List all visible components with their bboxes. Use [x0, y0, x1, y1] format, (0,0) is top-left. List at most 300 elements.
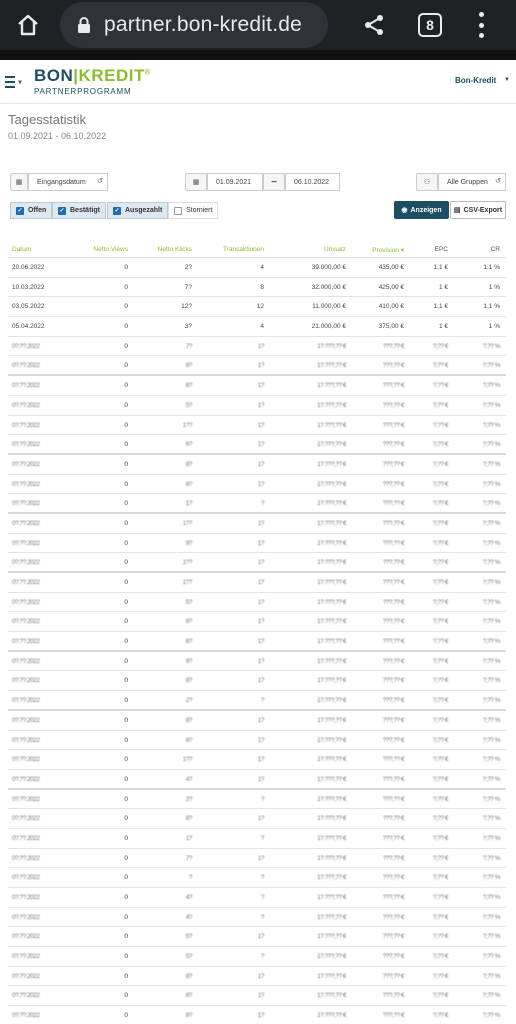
cell-prov: ???,?? €: [382, 460, 404, 468]
cell-epc: ?,?? €: [432, 834, 448, 842]
cell-views: 0: [124, 894, 128, 901]
table-header: [8, 242, 506, 258]
cell-views: 0: [124, 697, 128, 705]
select-arrows-icon: ↺: [97, 178, 103, 185]
cell-epc: 1,1 €: [433, 303, 448, 311]
cell-klicks: 8?: [185, 972, 192, 980]
cell-trans: 1?: [257, 1012, 264, 1020]
cell-trans: 1?: [257, 598, 264, 606]
cell-klicks: 1??: [182, 519, 192, 527]
table-row: [8, 317, 506, 337]
cell-epc: ?,?? €: [432, 854, 448, 862]
table-row: [8, 652, 506, 672]
cell-trans: ?: [260, 500, 264, 508]
select-arrows-icon: ↺: [495, 178, 501, 185]
cell-date: 0?.??.2022: [12, 598, 40, 606]
status-bestaetigt-checkbox[interactable]: ✓ Bestätigt: [52, 202, 106, 219]
date-to-input[interactable]: 06.10.2022: [285, 173, 340, 191]
cell-cr: 1 %: [488, 323, 500, 331]
cell-trans: 12: [256, 303, 264, 311]
cell-umsatz: 1?.???,?? €: [317, 342, 346, 350]
cell-umsatz: 1?.???,?? €: [317, 598, 346, 606]
cell-prov: ???,?? €: [382, 480, 404, 488]
cell-klicks: 5?: [185, 953, 192, 961]
cell-prov: ???,?? €: [382, 500, 404, 508]
cell-klicks: 8?: [185, 1012, 192, 1020]
cell-epc: ?,?? €: [432, 736, 448, 744]
cell-prov: ???,?? €: [382, 362, 404, 370]
date-from-input[interactable]: 01.09.2021: [207, 173, 263, 191]
cell-date: 0?.??.2022: [12, 992, 40, 1000]
cell-umsatz: 1?.???,?? €: [317, 697, 346, 705]
cell-views: 0: [124, 303, 128, 311]
group-select[interactable]: Alle Gruppen: [438, 173, 506, 191]
cell-cr: ?,?? %: [482, 756, 500, 764]
table-row: [8, 356, 506, 376]
table-row: [8, 337, 506, 357]
cell-cr: 1,1 %: [483, 264, 500, 271]
table-row: [8, 691, 506, 711]
cell-klicks: 3?: [184, 323, 192, 331]
table-row: [8, 573, 506, 593]
cell-trans: ?: [260, 795, 264, 803]
column-header-cr[interactable]: CR: [490, 246, 500, 253]
cell-views: 0: [124, 736, 128, 744]
cell-epc: ?,?? €: [432, 598, 448, 606]
cell-date: 0?.??.2022: [12, 421, 40, 429]
cell-klicks: 9?: [185, 539, 192, 547]
cell-cr: ?,?? %: [482, 697, 500, 705]
cell-prov: ???,?? €: [382, 657, 404, 665]
cell-cr: ?,?? %: [482, 1012, 500, 1020]
table-row: [8, 475, 506, 495]
cell-cr: ?,?? %: [482, 775, 500, 783]
table-row: [8, 986, 506, 1006]
cell-date: 0?.??.2022: [12, 894, 40, 901]
cell-views: 0: [124, 756, 128, 764]
cell-epc: ?,?? €: [432, 618, 448, 626]
cell-trans: 1?: [257, 539, 264, 547]
cell-klicks: 9?: [185, 657, 192, 665]
cell-umsatz: 1?.???,?? €: [317, 815, 346, 823]
cell-date: 0?.??.2022: [12, 401, 40, 409]
table-row: [8, 731, 506, 751]
cell-date: 0?.??.2022: [12, 677, 40, 685]
cell-klicks: 4?: [185, 775, 192, 783]
cell-cr: ?,?? %: [482, 736, 500, 744]
cell-cr: ?,?? %: [482, 598, 500, 606]
cell-trans: ?: [260, 874, 264, 882]
cell-umsatz: 1?.???,?? €: [317, 716, 346, 724]
table-row: [8, 258, 506, 278]
cell-prov: ???,?? €: [382, 539, 404, 547]
cell-klicks: 8?: [185, 716, 192, 724]
cell-klicks: 1??: [182, 421, 192, 429]
cell-date: 0?.??.2022: [12, 362, 40, 370]
checkbox-checked-icon: ✓: [17, 208, 23, 214]
cell-prov: ???,?? €: [382, 854, 404, 862]
file-icon: ▤: [453, 207, 461, 214]
show-button[interactable]: ◉ Anzeigen: [394, 201, 449, 219]
table-row: [8, 750, 506, 770]
cell-cr: ?,?? %: [482, 834, 500, 842]
status-offen-checkbox[interactable]: ✓ Offen: [10, 202, 52, 219]
cell-views: 0: [124, 775, 128, 783]
cell-views: 0: [124, 382, 128, 390]
cell-epc: ?,?? €: [432, 894, 448, 901]
cell-trans: 1?: [257, 972, 264, 980]
home-icon[interactable]: [16, 13, 40, 37]
column-header-datum[interactable]: Datum: [12, 246, 32, 253]
cell-prov: ???,?? €: [382, 992, 404, 1000]
chevron-down-icon: ▼: [17, 80, 23, 86]
cell-cr: ?,?? %: [482, 854, 500, 862]
cell-cr: ?,?? %: [482, 795, 500, 803]
cell-umsatz: 21.000,00 €: [311, 323, 346, 331]
cell-views: 0: [124, 421, 128, 429]
cell-umsatz: 1?.???,?? €: [317, 736, 346, 744]
table-row: [8, 868, 506, 888]
cell-date: 0?.??.2022: [12, 815, 40, 823]
cell-cr: 1 %: [488, 283, 500, 291]
date-type-select[interactable]: Eingangsdatum: [28, 173, 108, 191]
cell-views: 0: [124, 539, 128, 547]
cell-klicks: 5?: [185, 401, 192, 409]
column-header-klicks[interactable]: Netto Klicks: [157, 246, 192, 253]
cell-klicks: 5?: [185, 598, 192, 606]
cell-epc: ?,?? €: [432, 638, 448, 646]
table-row: [8, 514, 506, 534]
cell-date: 03.05.2022: [12, 303, 45, 311]
column-header-transaktionen[interactable]: Transaktionen: [223, 246, 264, 253]
cell-trans: ?: [260, 953, 264, 961]
cell-umsatz: 1?.???,?? €: [317, 421, 346, 429]
calendar-icon[interactable]: ▦: [185, 173, 207, 191]
table-row: [8, 947, 506, 967]
cell-klicks: 8?: [185, 815, 192, 823]
cell-date: 0?.??.2022: [12, 559, 40, 567]
cell-epc: ?,?? €: [432, 460, 448, 468]
cell-cr: ?,?? %: [482, 519, 500, 527]
cell-umsatz: 1?.???,?? €: [317, 677, 346, 685]
cell-views: 0: [124, 972, 128, 980]
cell-klicks: 12?: [181, 303, 192, 311]
cell-umsatz: 1?.???,?? €: [317, 972, 346, 980]
column-header-epc[interactable]: EPC: [434, 246, 448, 253]
share-icon[interactable]: [362, 13, 386, 37]
cell-views: 0: [124, 283, 128, 291]
cell-date: 0?.??.2022: [12, 953, 40, 961]
cell-epc: 1 €: [438, 283, 448, 291]
cell-epc: 1 €: [438, 323, 448, 331]
cell-prov: ???,?? €: [382, 421, 404, 429]
cell-trans: 1?: [257, 618, 264, 626]
cell-trans: 1?: [257, 362, 264, 370]
calendar-icon[interactable]: ▦: [10, 173, 28, 191]
date-range-label: 01.09.2021 - 06.10.2022: [8, 131, 107, 141]
cell-umsatz: 1?.???,?? €: [317, 519, 346, 527]
cell-views: 0: [124, 992, 128, 1000]
cell-epc: ?,?? €: [432, 657, 448, 665]
cell-trans: 1?: [257, 460, 264, 468]
table-row: [8, 711, 506, 731]
cell-epc: ?,?? €: [432, 775, 448, 783]
checkbox-checked-icon: ✓: [114, 208, 120, 214]
cell-prov: 435,00 €: [378, 264, 404, 271]
cell-cr: ?,?? %: [482, 913, 500, 921]
table-row: [8, 416, 506, 436]
cell-cr: ?,?? %: [482, 579, 500, 586]
cell-epc: ?,?? €: [432, 913, 448, 921]
cell-trans: 1?: [257, 992, 264, 1000]
cell-views: 0: [124, 480, 128, 488]
cell-prov: ???,?? €: [382, 815, 404, 823]
cell-views: 0: [124, 716, 128, 724]
cell-prov: 410,00 €: [378, 303, 404, 311]
cell-klicks: 8?: [185, 460, 192, 468]
cell-epc: ?,?? €: [432, 697, 448, 705]
cell-cr: 1,1 %: [483, 303, 500, 311]
address-bar[interactable]: [60, 2, 328, 48]
cell-klicks: 7?: [185, 854, 192, 862]
cell-trans: 4: [260, 264, 264, 271]
cell-views: 0: [124, 579, 128, 586]
cell-cr: ?,?? %: [482, 362, 500, 370]
cell-date: 0?.??.2022: [12, 579, 40, 586]
cell-trans: ?: [260, 834, 264, 842]
table-row: [8, 278, 506, 298]
cell-umsatz: 1?.???,?? €: [317, 795, 346, 803]
cell-cr: ?,?? %: [482, 618, 500, 626]
cell-cr: ?,?? %: [482, 894, 500, 901]
cell-trans: 1?: [257, 480, 264, 488]
cell-umsatz: 1?.???,?? €: [317, 894, 346, 901]
cell-epc: ?,?? €: [432, 519, 448, 527]
cell-prov: ???,?? €: [382, 716, 404, 724]
cell-views: 0: [124, 618, 128, 626]
table-row: [8, 534, 506, 554]
cell-klicks: 8?: [185, 362, 192, 370]
cell-prov: ???,?? €: [382, 775, 404, 783]
toolbar-shadow: [0, 50, 516, 60]
more-vert-icon[interactable]: [478, 12, 484, 38]
cell-klicks: 8?: [185, 992, 192, 1000]
cell-prov: ???,?? €: [382, 894, 404, 901]
cell-views: 0: [124, 441, 128, 449]
cell-trans: 1?: [257, 638, 264, 646]
status-ausgezahlt-checkbox[interactable]: ✓ Ausgezahlt: [107, 202, 168, 219]
cell-umsatz: 32.000,00 €: [311, 283, 346, 291]
cell-cr: ?,?? %: [482, 815, 500, 823]
table-row: [8, 888, 506, 908]
cell-umsatz: 1?.???,?? €: [317, 480, 346, 488]
cell-epc: ?,?? €: [432, 756, 448, 764]
cell-epc: ?,?? €: [432, 716, 448, 724]
cell-date: 0?.??.2022: [12, 972, 40, 980]
table-body: [8, 258, 506, 1024]
cell-umsatz: 1?.???,?? €: [317, 992, 346, 1000]
table-row: [8, 829, 506, 849]
cell-umsatz: 1?.???,?? €: [317, 638, 346, 646]
page-title: Tagesstatistik: [8, 112, 87, 127]
table-row: [8, 593, 506, 613]
cell-date: 0?.??.2022: [12, 480, 40, 488]
cell-date: 0?.??.2022: [12, 795, 40, 803]
cell-trans: 1?: [257, 342, 264, 350]
cell-umsatz: 1?.???,?? €: [317, 382, 346, 390]
cell-trans: 4: [260, 323, 264, 331]
cell-prov: ???,?? €: [382, 834, 404, 842]
cell-klicks: 8?: [185, 382, 192, 390]
table-row: [8, 770, 506, 790]
cell-prov: 375,00 €: [378, 323, 404, 331]
cell-trans: 1?: [257, 854, 264, 862]
cell-klicks: 2?: [185, 697, 192, 705]
cell-views: 0: [124, 264, 128, 271]
cell-klicks: 6?: [185, 441, 192, 449]
cell-date: 0?.??.2022: [12, 834, 40, 842]
tab-switcher-button[interactable]: 8: [418, 13, 442, 37]
cell-trans: 1?: [257, 382, 264, 390]
cell-prov: ???,?? €: [382, 953, 404, 961]
cell-date: 0?.??.2022: [12, 933, 40, 941]
column-header-umsatz[interactable]: Umsatz: [323, 246, 346, 253]
cell-trans: 1?: [257, 441, 264, 449]
cell-date: 10.03.2022: [12, 283, 45, 291]
cell-umsatz: 1?.???,?? €: [317, 874, 346, 882]
range-dash: −: [263, 173, 285, 191]
cell-date: 0?.??.2022: [12, 913, 40, 921]
cell-prov: 425,00 €: [378, 283, 404, 291]
cell-prov: ???,?? €: [382, 795, 404, 803]
cell-epc: ?,?? €: [432, 559, 448, 567]
cell-trans: 8: [260, 283, 264, 291]
cell-views: 0: [124, 815, 128, 823]
cell-trans: 1?: [257, 421, 264, 429]
cell-cr: ?,?? %: [482, 382, 500, 390]
cell-date: 05.04.2022: [12, 323, 45, 331]
cell-date: 0?.??.2022: [12, 638, 40, 646]
cell-trans: 1?: [257, 716, 264, 724]
cell-klicks: 8?: [185, 638, 192, 646]
cell-epc: ?,?? €: [432, 362, 448, 370]
cell-umsatz: 1?.???,?? €: [317, 401, 346, 409]
cell-date: 0?.??.2022: [12, 618, 40, 626]
cell-prov: ???,?? €: [382, 874, 404, 882]
cell-cr: ?,?? %: [482, 539, 500, 547]
cell-views: 0: [124, 834, 128, 842]
cell-trans: 1?: [257, 815, 264, 823]
cell-trans: ?: [260, 894, 264, 901]
cell-epc: ?,?? €: [432, 401, 448, 409]
table-row: [8, 553, 506, 573]
cell-date: 0?.??.2022: [12, 1012, 40, 1020]
cell-views: 0: [124, 795, 128, 803]
cell-trans: ?: [260, 913, 264, 921]
cell-cr: ?,?? %: [482, 657, 500, 665]
cell-umsatz: 1?.???,?? €: [317, 854, 346, 862]
cell-epc: ?,?? €: [432, 421, 448, 429]
cell-trans: 1?: [257, 519, 264, 527]
cell-trans: 1?: [257, 559, 264, 567]
cell-date: 20.06.2022: [12, 264, 45, 271]
account-menu[interactable]: Bon-Kredit: [455, 76, 497, 85]
cell-umsatz: 1?.???,?? €: [317, 539, 346, 547]
cell-klicks: 1?: [185, 834, 192, 842]
cell-trans: 1?: [257, 579, 264, 586]
column-header-provision[interactable]: Provision ▾: [372, 247, 404, 254]
cell-views: 0: [124, 598, 128, 606]
table-row: [8, 297, 506, 317]
cell-klicks: 5?: [185, 933, 192, 941]
cell-cr: ?,?? %: [482, 500, 500, 508]
cell-umsatz: 1?.???,?? €: [317, 460, 346, 468]
cell-klicks: ?: [188, 874, 192, 882]
cell-prov: ???,?? €: [382, 697, 404, 705]
cell-date: 0?.??.2022: [12, 500, 40, 508]
logo[interactable]: BON|KREDIT® PARTNERPROGRAMM: [34, 66, 151, 96]
checkbox-checked-icon: ✓: [59, 208, 65, 214]
cell-prov: ???,?? €: [382, 559, 404, 567]
cell-prov: ???,?? €: [382, 618, 404, 626]
url-text: partner.bon-kredit.de: [104, 13, 302, 36]
cell-umsatz: 39.000,00 €: [311, 264, 346, 271]
cell-umsatz: 1?.???,?? €: [317, 618, 346, 626]
cell-cr: ?,?? %: [482, 874, 500, 882]
cell-cr: ?,?? %: [482, 677, 500, 685]
browser-toolbar: [0, 0, 516, 50]
table-row: [8, 612, 506, 632]
cell-umsatz: 1?.???,?? €: [317, 933, 346, 941]
cell-umsatz: 1?.???,?? €: [317, 775, 346, 783]
column-header-views[interactable]: Netto Views: [93, 246, 128, 253]
cell-umsatz: 1?.???,?? €: [317, 913, 346, 921]
cell-umsatz: 1?.???,?? €: [317, 834, 346, 842]
cell-cr: ?,?? %: [482, 638, 500, 646]
cell-prov: ???,?? €: [382, 382, 404, 390]
cell-klicks: 1??: [182, 559, 192, 567]
cell-epc: ?,?? €: [432, 795, 448, 803]
cell-trans: ?: [260, 697, 264, 705]
cell-klicks: 7?: [184, 283, 192, 291]
cell-epc: ?,?? €: [432, 441, 448, 449]
eye-icon: ◉: [401, 207, 408, 214]
table-row: [8, 927, 506, 947]
cell-trans: 1?: [257, 401, 264, 409]
cell-epc: ?,?? €: [432, 953, 448, 961]
cell-cr: ?,?? %: [482, 933, 500, 941]
cell-date: 0?.??.2022: [12, 460, 40, 468]
cell-date: 0?.??.2022: [12, 697, 40, 705]
csv-export-button[interactable]: ▤ CSV-Export: [450, 201, 506, 219]
cell-epc: ?,?? €: [432, 874, 448, 882]
cell-epc: ?,?? €: [432, 539, 448, 547]
cell-epc: ?,?? €: [432, 677, 448, 685]
cell-umsatz: 11.000,00 €: [312, 303, 346, 311]
cell-date: 0?.??.2022: [12, 854, 40, 862]
cell-cr: ?,?? %: [482, 953, 500, 961]
cell-date: 0?.??.2022: [12, 382, 40, 390]
cell-views: 0: [124, 500, 128, 508]
cell-epc: ?,?? €: [432, 815, 448, 823]
cell-trans: 1?: [257, 756, 264, 764]
table-row: [8, 494, 506, 514]
cell-views: 0: [124, 677, 128, 685]
cell-epc: ?,?? €: [432, 972, 448, 980]
cell-klicks: 1?: [185, 500, 192, 508]
cell-views: 0: [124, 323, 128, 331]
status-storniert-checkbox[interactable]: Storniert: [168, 202, 218, 219]
